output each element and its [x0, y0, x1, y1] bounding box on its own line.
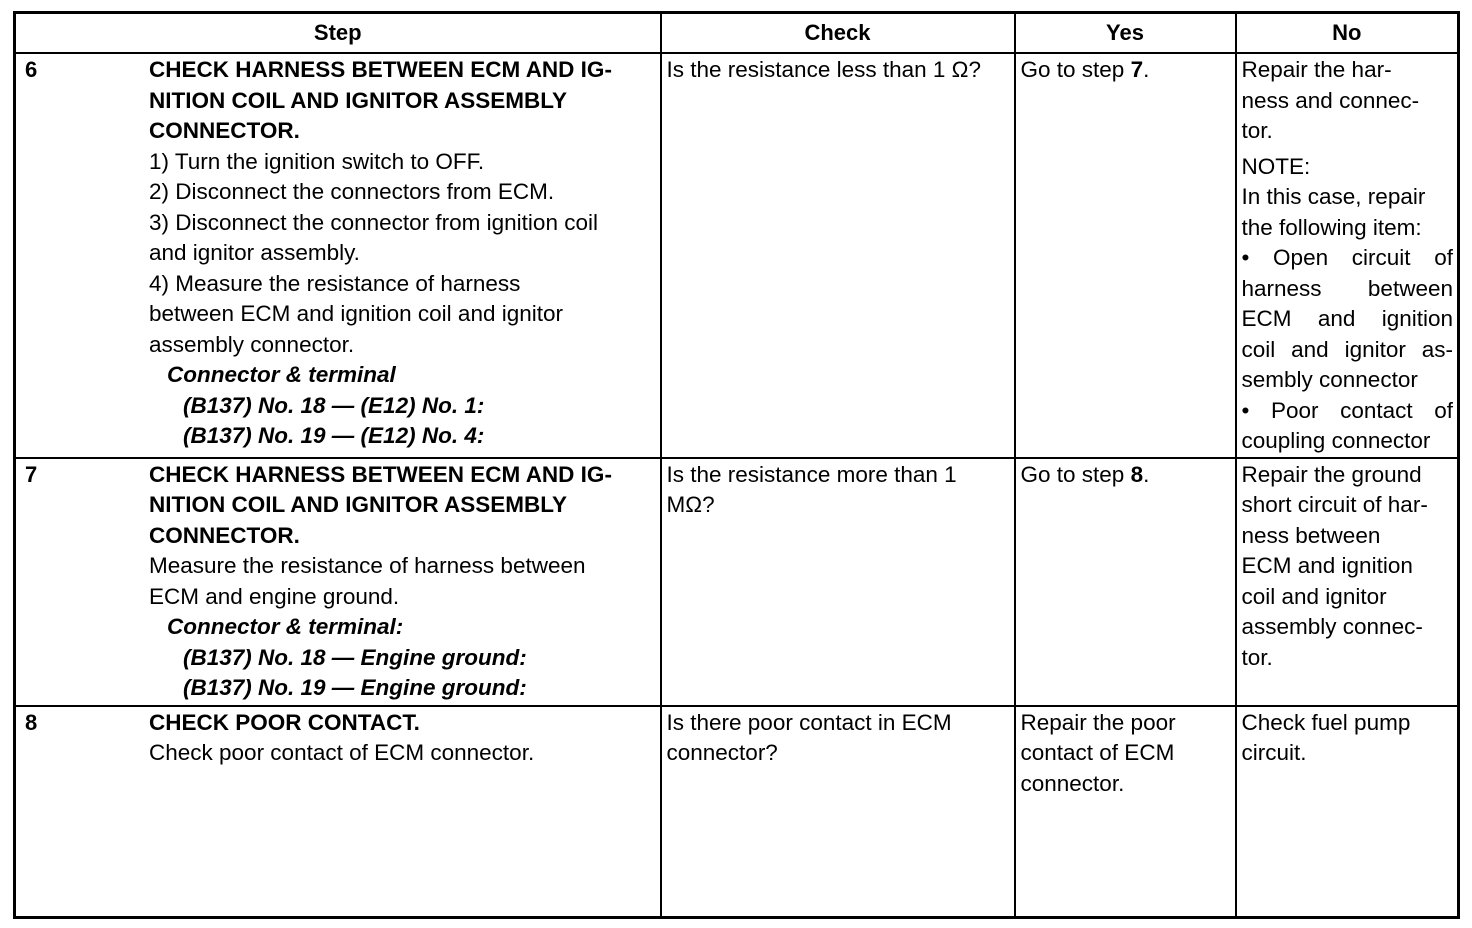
step-title-line: CONNECTOR.	[149, 522, 300, 548]
check-text: Is there poor contact in ECM	[666, 709, 952, 735]
yes-text: connector.	[1020, 770, 1125, 796]
yes-text: Repair the poor	[1020, 709, 1176, 735]
header-row	[15, 13, 1459, 54]
step-instruction: between ECM and ignition coil and ignitor	[149, 301, 563, 326]
no-cell	[1237, 707, 1458, 769]
no-text: ECM and ignition	[1241, 553, 1413, 578]
note-text: • Poor contact of	[1241, 397, 1453, 423]
yes-cell	[1016, 54, 1235, 86]
step-title-line: CHECK HARNESS BETWEEN ECM AND IG-	[149, 57, 612, 82]
no-text: Repair the har-	[1241, 57, 1392, 82]
note-label: NOTE:	[1241, 153, 1311, 179]
no-text: ness between	[1241, 522, 1381, 548]
check-text: MΩ?	[666, 492, 715, 517]
check-cell	[662, 54, 1014, 86]
no-text: assembly connec-	[1241, 614, 1423, 639]
check-text: Is the resistance more than 1	[666, 461, 957, 487]
connector-terminal: (B137) No. 19 — (E12) No. 4:	[183, 423, 485, 448]
connector-label: Connector & terminal:	[167, 614, 404, 639]
no-cell	[1237, 54, 1458, 457]
step-number: 6	[25, 57, 38, 82]
step-instruction: 2) Disconnect the connectors from ECM.	[149, 179, 555, 204]
step-instruction: Measure the resistance of harness between	[149, 553, 586, 578]
note-text: ECM and ignition	[1241, 306, 1453, 331]
header-check: Check	[661, 13, 1015, 54]
no-text: Repair the ground	[1241, 461, 1422, 487]
step-number: 8	[25, 709, 38, 735]
step-instruction: assembly connector.	[149, 331, 355, 357]
check-text: connector?	[666, 740, 778, 765]
no-text: coil and ignitor	[1241, 583, 1387, 609]
no-cell	[1237, 459, 1458, 674]
table-row	[15, 53, 1459, 458]
connector-terminal: (B137) No. 19 — Engine ground:	[183, 675, 527, 700]
step-cell	[16, 459, 660, 704]
yes-text: Go to step 7.	[1020, 57, 1150, 82]
step-instruction: 3) Disconnect the connector from ignition coil	[149, 209, 598, 235]
yes-cell	[1016, 459, 1235, 491]
step-title-line: CHECK HARNESS BETWEEN ECM AND IG-	[149, 461, 612, 487]
step-instruction: and ignitor assembly.	[149, 240, 360, 265]
check-text: Is the resistance less than 1 Ω?	[666, 57, 981, 82]
yes-text: Go to step 8.	[1020, 461, 1150, 487]
note-text: harness between	[1241, 275, 1453, 301]
connector-terminal: (B137) No. 18 — Engine ground:	[183, 644, 527, 670]
note-text: • Open circuit of	[1241, 245, 1453, 270]
step-cell	[16, 54, 660, 452]
step-title-line: NITION COIL AND IGNITOR ASSEMBLY	[149, 492, 567, 517]
table-row	[15, 458, 1459, 706]
no-text: circuit.	[1241, 740, 1307, 765]
step-instruction: ECM and engine ground.	[149, 583, 400, 609]
no-text: ness and connec-	[1241, 87, 1420, 113]
no-text: Check fuel pump	[1241, 709, 1411, 735]
note-text: coupling connector	[1241, 428, 1431, 453]
header-no: No	[1236, 13, 1459, 54]
step-instruction: Check poor contact of ECM connector.	[149, 740, 535, 765]
step-instruction: 4) Measure the resistance of harness	[149, 270, 521, 296]
no-text: short circuit of har-	[1241, 492, 1428, 517]
check-cell	[662, 459, 1014, 521]
step-cell	[16, 707, 660, 769]
yes-cell	[1016, 707, 1235, 800]
connector-label: Connector & terminal	[167, 362, 396, 387]
note-text: sembly connector	[1241, 367, 1418, 392]
diagnostic-table	[13, 11, 1460, 919]
step-title-line: CHECK POOR CONTACT.	[149, 709, 420, 735]
header-step: Step	[15, 13, 661, 54]
note-text: the following item:	[1241, 214, 1422, 240]
no-text: tor.	[1241, 118, 1273, 143]
step-number: 7	[25, 461, 38, 487]
no-text: tor.	[1241, 644, 1273, 670]
step-title-line: CONNECTOR.	[149, 118, 300, 143]
table-row	[15, 706, 1459, 918]
step-instruction: 1) Turn the ignition switch to OFF.	[149, 148, 485, 174]
note-text: coil and ignitor as-	[1241, 336, 1453, 362]
note-text: In this case, repair	[1241, 184, 1426, 209]
connector-terminal: (B137) No. 18 — (E12) No. 1:	[183, 392, 485, 418]
check-cell	[662, 707, 1014, 769]
header-yes: Yes	[1015, 13, 1236, 54]
yes-text: contact of ECM	[1020, 740, 1175, 765]
step-title-line: NITION COIL AND IGNITOR ASSEMBLY	[149, 87, 567, 113]
